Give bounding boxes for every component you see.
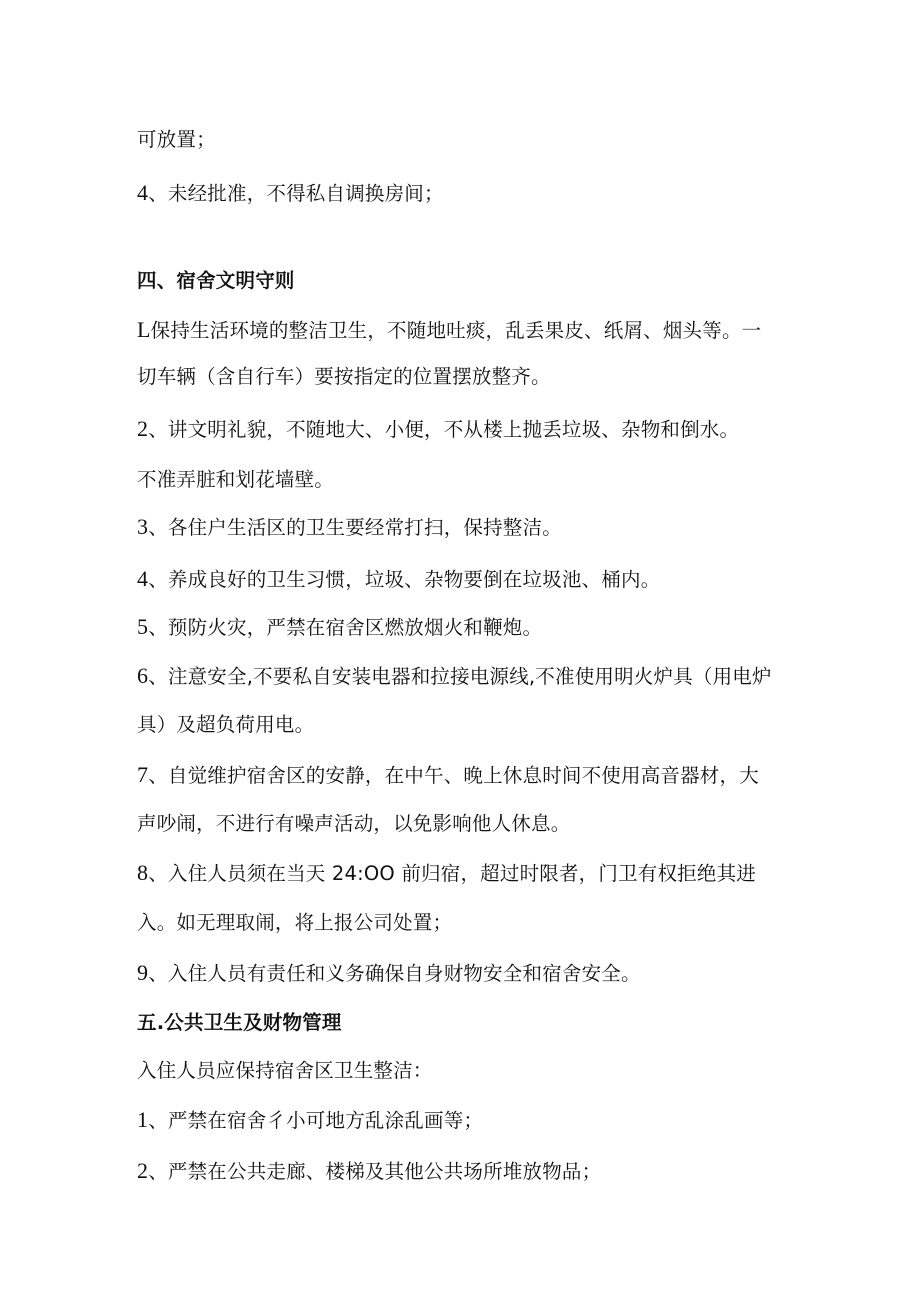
list-item-1-no-graffiti (137, 1105, 483, 1136)
item-number: 8 (137, 860, 149, 885)
list-item-2-manners (137, 414, 739, 445)
line-text: 可放置； (137, 128, 216, 151)
text-line-continuation (137, 809, 570, 839)
line-text: 、养成良好的卫生习惯，垃圾、杂物要倒在垃圾池、桶内。 (148, 568, 661, 591)
line-text: 、严禁在公共走廊、楼梯及其他公共场所堆放物品； (148, 1160, 602, 1183)
line-text: 入。如无理取闹，将上报公司处置； (137, 911, 453, 934)
line-text: 、严禁在宿舍彳小可地方乱涂乱画等； (148, 1109, 484, 1132)
item-number: 4 (137, 566, 149, 591)
text-line-continuation (137, 710, 314, 740)
list-item-5-fire (137, 612, 542, 643)
list-item-7-quiet (137, 760, 759, 791)
line-text: 入住人员应保持宿舍区卫生整洁： (137, 1059, 433, 1082)
line-text: 、自觉维护宿舍区的安静，在中午、晚上休息时间不使用高音器材，大 (148, 764, 759, 787)
line-text: 、讲文明礼貌，不随地大、小便，不从楼上抛丢垃圾、杂物和倒水。 (148, 418, 740, 441)
line-text: 切车辆（含自行车）要按指定的位置摆放整齐。 (137, 365, 551, 388)
line-text: 、入住人员有责任和义务确保自身财物安全和宿舍安全。 (148, 962, 641, 985)
text-line-continuation (137, 362, 551, 392)
list-item-4-hygiene (137, 564, 660, 595)
line-text: 、未经批准，不得私自调换房间； (148, 182, 444, 205)
item-number: 1 (137, 1107, 149, 1132)
line-text: 、预防火灾，严禁在宿舍区燃放烟火和鞭炮。 (148, 616, 543, 639)
text-line-intro (137, 1056, 433, 1086)
section-heading-4 (137, 266, 295, 296)
item-number: 5 (137, 614, 149, 639)
line-text: 声吵闹，不进行有噪声活动，以免影响他人休息。 (137, 812, 571, 835)
item-number: L (137, 317, 151, 342)
item-number: 2 (137, 1158, 149, 1183)
heading-text: 五.公共卫生及财物管理 (137, 1011, 342, 1034)
item-number: 7 (137, 762, 149, 787)
line-text: 、入住人员须在当天 24:OO 前归宿，超过时限者，门卫有权拒绝其进 (148, 862, 756, 885)
text-line-1 (137, 125, 216, 155)
item-number: 3 (137, 514, 149, 539)
list-item-9-responsibility (137, 958, 641, 989)
text-line-continuation (137, 465, 334, 495)
item-number: 4 (137, 180, 149, 205)
text-line-continuation (137, 908, 452, 938)
item-number: 9 (137, 960, 149, 985)
line-text: 、各住户生活区的卫生要经常打扫，保持整洁。 (148, 516, 562, 539)
heading-text: 四、宿舍文明守则 (137, 269, 295, 292)
item-number: 6 (137, 663, 149, 688)
list-item-3-cleaning (137, 512, 562, 543)
line-text: 、注意安全,不要私自安装电器和拉接电源线,不准使用明火炉具（用电炉 (148, 665, 772, 688)
line-text: 保持生活环境的整洁卫生，不随地吐痰，乱丢果皮、纸屑、烟头等。一 (150, 319, 762, 342)
section-heading-5 (137, 1008, 342, 1038)
list-item-6-safety (137, 661, 772, 692)
list-item-1-cleanliness (137, 315, 761, 346)
list-item-8-curfew (137, 858, 756, 889)
line-text: 具）及超负荷用电。 (137, 713, 315, 736)
list-item-4-no-swap (137, 178, 444, 209)
line-text: 不准弄脏和划花墙壁。 (137, 468, 335, 491)
item-number: 2 (137, 416, 149, 441)
list-item-2-no-storage (137, 1156, 601, 1187)
